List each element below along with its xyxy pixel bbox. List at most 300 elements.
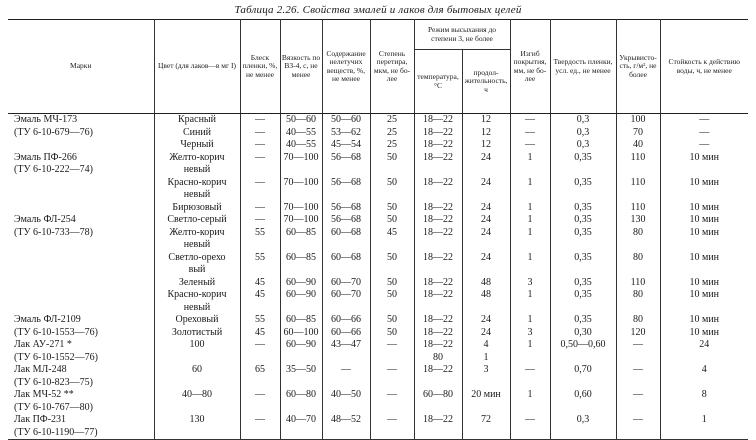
cell-temperature: 18—22: [414, 177, 462, 190]
cell-bend: 1: [510, 252, 550, 265]
cell-temperature: 18—22: [414, 214, 462, 227]
cell-viscosity: [280, 402, 322, 415]
cell-temperature: [414, 164, 462, 177]
header-color: Цвет (для лаков—в мг I): [154, 20, 240, 114]
cell-hardness: 0,35: [550, 277, 616, 290]
cell-marka: [8, 177, 154, 190]
cell-hardness: [550, 427, 616, 440]
cell-grind: 50: [370, 289, 414, 302]
cell-hardness: [550, 164, 616, 177]
cell-temperature: 18—22: [414, 364, 462, 377]
cell-duration: 12: [462, 139, 510, 152]
cell-temperature: [414, 402, 462, 415]
cell-grind: 50: [370, 327, 414, 340]
cell-water-resistance: [660, 377, 748, 390]
cell-gloss: [240, 427, 280, 440]
cell-bend: —: [510, 114, 550, 127]
cell-covering: [616, 352, 660, 365]
cell-gloss: [240, 377, 280, 390]
cell-viscosity: [280, 264, 322, 277]
cell-marka: [8, 302, 154, 315]
table-row: [8, 264, 748, 277]
cell-grind: 45: [370, 227, 414, 240]
table-row: [8, 177, 748, 190]
cell-temperature: 18—22: [414, 277, 462, 290]
header-bend: Изгиб покрытия, мм, не более: [510, 20, 550, 114]
cell-covering: 130: [616, 214, 660, 227]
header-marka: Марки: [8, 20, 154, 114]
cell-covering: [616, 377, 660, 390]
cell-grind: [370, 189, 414, 202]
cell-water-resistance: [660, 352, 748, 365]
header-drying-mode: Режим высыхания до степени 3, не более: [414, 20, 510, 50]
cell-temperature: [414, 189, 462, 202]
cell-hardness: 0,3: [550, 139, 616, 152]
table-header: [8, 20, 748, 114]
cell-covering: 110: [616, 202, 660, 215]
cell-covering: [616, 164, 660, 177]
cell-water-resistance: [660, 402, 748, 415]
cell-bend: 1: [510, 202, 550, 215]
cell-gloss: —: [240, 152, 280, 165]
cell-viscosity: 40—55: [280, 127, 322, 140]
header-viscosity: Вязкость по ВЗ-4, с, не менее: [280, 20, 322, 114]
cell-hardness: 0,70: [550, 364, 616, 377]
cell-duration: 72: [462, 414, 510, 427]
cell-covering: 110: [616, 277, 660, 290]
cell-bend: 1: [510, 314, 550, 327]
cell-viscosity: [280, 239, 322, 252]
cell-hardness: 0,3: [550, 114, 616, 127]
cell-bend: —: [510, 139, 550, 152]
cell-covering: 110: [616, 177, 660, 190]
cell-temperature: 18—22: [414, 289, 462, 302]
properties-table: [8, 19, 748, 440]
cell-gloss: 45: [240, 277, 280, 290]
cell-temperature: 18—22: [414, 114, 462, 127]
cell-nonvolatile: 56—68: [322, 202, 370, 215]
cell-viscosity: 70—100: [280, 202, 322, 215]
cell-color: Желто-корич: [154, 227, 240, 240]
cell-gloss: —: [240, 114, 280, 127]
cell-viscosity: 60—90: [280, 289, 322, 302]
cell-temperature: [414, 264, 462, 277]
cell-gloss: —: [240, 214, 280, 227]
cell-hardness: 0,35: [550, 152, 616, 165]
cell-hardness: 0,3: [550, 414, 616, 427]
cell-nonvolatile: [322, 264, 370, 277]
cell-water-resistance: —: [660, 127, 748, 140]
cell-bend: 1: [510, 227, 550, 240]
table-row: [8, 389, 748, 402]
cell-covering: —: [616, 339, 660, 352]
cell-bend: —: [510, 414, 550, 427]
cell-duration: 12: [462, 114, 510, 127]
cell-color: [154, 427, 240, 440]
cell-water-resistance: 10 мин: [660, 314, 748, 327]
cell-color: [154, 352, 240, 365]
cell-covering: 120: [616, 327, 660, 340]
cell-bend: 1: [510, 389, 550, 402]
cell-grind: [370, 264, 414, 277]
cell-nonvolatile: 60—66: [322, 327, 370, 340]
cell-nonvolatile: [322, 302, 370, 315]
cell-bend: 1: [510, 177, 550, 190]
cell-marka: [8, 264, 154, 277]
cell-color: Красно-корич: [154, 289, 240, 302]
header-grind: Степень перетира, мкм, не более: [370, 20, 414, 114]
cell-duration: 1: [462, 352, 510, 365]
cell-color: Зеленый: [154, 277, 240, 290]
cell-nonvolatile: [322, 239, 370, 252]
cell-duration: 4: [462, 339, 510, 352]
cell-marka: [8, 239, 154, 252]
cell-marka: Лак ПФ-231: [8, 414, 154, 427]
cell-hardness: 0,35: [550, 252, 616, 265]
cell-temperature: 18—22: [414, 139, 462, 152]
cell-bend: [510, 352, 550, 365]
cell-gloss: —: [240, 389, 280, 402]
table-row: [8, 427, 748, 440]
header-water-resistance: Стойкость к действию воды, ч, не менее: [660, 20, 748, 114]
cell-hardness: 0,35: [550, 227, 616, 240]
cell-water-resistance: 8: [660, 389, 748, 402]
cell-covering: [616, 402, 660, 415]
cell-duration: [462, 239, 510, 252]
cell-bend: 1: [510, 214, 550, 227]
cell-temperature: 18—22: [414, 327, 462, 340]
cell-covering: 80: [616, 289, 660, 302]
cell-marka: Лак АУ-271 *: [8, 339, 154, 352]
cell-nonvolatile: 60—68: [322, 252, 370, 265]
cell-duration: 24: [462, 227, 510, 240]
cell-viscosity: [280, 427, 322, 440]
cell-viscosity: 50—60: [280, 114, 322, 127]
cell-grind: 25: [370, 127, 414, 140]
cell-covering: 80: [616, 227, 660, 240]
cell-duration: [462, 427, 510, 440]
cell-color: Желто-корич: [154, 152, 240, 165]
cell-color: Золотистый: [154, 327, 240, 340]
cell-water-resistance: 10 мин: [660, 214, 748, 227]
cell-duration: 24: [462, 202, 510, 215]
cell-gloss: [240, 239, 280, 252]
cell-grind: —: [370, 339, 414, 352]
cell-viscosity: [280, 377, 322, 390]
cell-bend: [510, 264, 550, 277]
cell-viscosity: 70—100: [280, 214, 322, 227]
cell-covering: 110: [616, 152, 660, 165]
cell-grind: [370, 377, 414, 390]
cell-color: Черный: [154, 139, 240, 152]
cell-color: невый: [154, 302, 240, 315]
cell-bend: 3: [510, 327, 550, 340]
cell-marka: [8, 189, 154, 202]
cell-temperature: 18—22: [414, 414, 462, 427]
cell-temperature: [414, 427, 462, 440]
cell-marka: Лак МЛ-248: [8, 364, 154, 377]
cell-temperature: [414, 377, 462, 390]
cell-gloss: —: [240, 177, 280, 190]
cell-marka: (ТУ 6-10-1553—76): [8, 327, 154, 340]
cell-hardness: 0,50—0,60: [550, 339, 616, 352]
cell-marka: Эмаль ПФ-266: [8, 152, 154, 165]
cell-gloss: —: [240, 202, 280, 215]
cell-covering: —: [616, 364, 660, 377]
header-temperature: температура, °С: [414, 50, 462, 114]
cell-color: Ореховый: [154, 314, 240, 327]
cell-bend: [510, 239, 550, 252]
cell-nonvolatile: 48—52: [322, 414, 370, 427]
cell-color: Бирюзовый: [154, 202, 240, 215]
cell-viscosity: [280, 189, 322, 202]
table-body: [8, 114, 748, 440]
cell-viscosity: 40—70: [280, 414, 322, 427]
table-row: [8, 114, 748, 127]
cell-color: 60: [154, 364, 240, 377]
cell-viscosity: 35—50: [280, 364, 322, 377]
cell-covering: 40: [616, 139, 660, 152]
cell-nonvolatile: 56—68: [322, 214, 370, 227]
cell-bend: [510, 302, 550, 315]
cell-nonvolatile: [322, 377, 370, 390]
cell-nonvolatile: [322, 189, 370, 202]
cell-gloss: —: [240, 414, 280, 427]
cell-gloss: 45: [240, 327, 280, 340]
cell-marka: (ТУ 6-10-733—78): [8, 227, 154, 240]
cell-water-resistance: [660, 239, 748, 252]
cell-duration: [462, 264, 510, 277]
cell-temperature: 60—80: [414, 389, 462, 402]
header-duration: продолжительность, ч: [462, 50, 510, 114]
cell-duration: 24: [462, 314, 510, 327]
cell-duration: 24: [462, 252, 510, 265]
cell-covering: 80: [616, 252, 660, 265]
table-row: [8, 402, 748, 415]
cell-bend: —: [510, 127, 550, 140]
cell-temperature: 18—22: [414, 127, 462, 140]
table-row: [8, 164, 748, 177]
cell-covering: [616, 427, 660, 440]
cell-duration: 3: [462, 364, 510, 377]
cell-gloss: [240, 352, 280, 365]
cell-water-resistance: 10 мин: [660, 327, 748, 340]
cell-gloss: 55: [240, 252, 280, 265]
cell-water-resistance: 10 мин: [660, 277, 748, 290]
cell-temperature: 18—22: [414, 339, 462, 352]
cell-grind: —: [370, 414, 414, 427]
cell-nonvolatile: 60—68: [322, 227, 370, 240]
table-row: [8, 277, 748, 290]
cell-duration: [462, 302, 510, 315]
cell-hardness: 0,35: [550, 177, 616, 190]
cell-water-resistance: 10 мин: [660, 289, 748, 302]
cell-marka: (ТУ 6-10-1190—77): [8, 427, 154, 440]
cell-color: 100: [154, 339, 240, 352]
cell-grind: 50: [370, 252, 414, 265]
cell-marka: Лак МЧ-52 **: [8, 389, 154, 402]
cell-viscosity: 70—100: [280, 177, 322, 190]
cell-nonvolatile: 40—50: [322, 389, 370, 402]
table-row: [8, 302, 748, 315]
cell-water-resistance: 10 мин: [660, 177, 748, 190]
cell-gloss: 55: [240, 314, 280, 327]
cell-duration: 24: [462, 177, 510, 190]
cell-viscosity: 60—90: [280, 277, 322, 290]
cell-gloss: [240, 302, 280, 315]
cell-hardness: [550, 352, 616, 365]
cell-duration: [462, 164, 510, 177]
cell-duration: 12: [462, 127, 510, 140]
cell-viscosity: 60—90: [280, 339, 322, 352]
cell-grind: —: [370, 389, 414, 402]
cell-hardness: 0,60: [550, 389, 616, 402]
cell-duration: [462, 402, 510, 415]
cell-gloss: 55: [240, 227, 280, 240]
cell-color: [154, 402, 240, 415]
cell-water-resistance: [660, 164, 748, 177]
cell-grind: [370, 302, 414, 315]
cell-grind: 50: [370, 214, 414, 227]
cell-bend: —: [510, 364, 550, 377]
header-gloss: Блеск пленки, %, не менее: [240, 20, 280, 114]
table-row: [8, 377, 748, 390]
cell-viscosity: 60—100: [280, 327, 322, 340]
cell-nonvolatile: [322, 164, 370, 177]
cell-temperature: [414, 239, 462, 252]
cell-hardness: 0,3: [550, 127, 616, 140]
table-row: [8, 339, 748, 352]
cell-gloss: [240, 189, 280, 202]
cell-water-resistance: [660, 264, 748, 277]
cell-grind: 50: [370, 152, 414, 165]
cell-grind: [370, 427, 414, 440]
cell-gloss: 65: [240, 364, 280, 377]
cell-duration: 48: [462, 277, 510, 290]
cell-duration: 24: [462, 152, 510, 165]
cell-bend: 1: [510, 152, 550, 165]
header-covering: Укрывистость, г/м², не более: [616, 20, 660, 114]
cell-marka: [8, 202, 154, 215]
cell-covering: —: [616, 389, 660, 402]
cell-temperature: 18—22: [414, 314, 462, 327]
cell-nonvolatile: 50—60: [322, 114, 370, 127]
cell-color: 130: [154, 414, 240, 427]
cell-bend: [510, 377, 550, 390]
cell-hardness: [550, 239, 616, 252]
cell-marka: Эмаль ФЛ-2109: [8, 314, 154, 327]
cell-duration: 24: [462, 214, 510, 227]
cell-color: Красно-корич: [154, 177, 240, 190]
cell-covering: 100: [616, 114, 660, 127]
cell-color: 40—80: [154, 389, 240, 402]
table-row: [8, 139, 748, 152]
cell-nonvolatile: 43—47: [322, 339, 370, 352]
cell-covering: [616, 264, 660, 277]
cell-grind: 50: [370, 177, 414, 190]
cell-grind: 50: [370, 202, 414, 215]
cell-nonvolatile: 60—70: [322, 289, 370, 302]
cell-marka: [8, 289, 154, 302]
cell-bend: [510, 189, 550, 202]
cell-covering: [616, 302, 660, 315]
table-row: [8, 252, 748, 265]
cell-temperature: 18—22: [414, 227, 462, 240]
cell-hardness: 0,35: [550, 289, 616, 302]
cell-covering: 80: [616, 314, 660, 327]
cell-nonvolatile: 53—62: [322, 127, 370, 140]
cell-nonvolatile: 56—68: [322, 152, 370, 165]
cell-hardness: 0,35: [550, 314, 616, 327]
cell-covering: [616, 239, 660, 252]
cell-grind: 50: [370, 277, 414, 290]
cell-grind: [370, 164, 414, 177]
cell-duration: 24: [462, 327, 510, 340]
cell-nonvolatile: 60—70: [322, 277, 370, 290]
cell-hardness: [550, 189, 616, 202]
cell-hardness: 0,35: [550, 214, 616, 227]
cell-bend: 1: [510, 289, 550, 302]
cell-nonvolatile: [322, 427, 370, 440]
cell-color: вый: [154, 264, 240, 277]
cell-duration: [462, 189, 510, 202]
cell-water-resistance: 10 мин: [660, 202, 748, 215]
cell-grind: 50: [370, 314, 414, 327]
cell-water-resistance: 4: [660, 364, 748, 377]
cell-marka: [8, 252, 154, 265]
cell-nonvolatile: [322, 402, 370, 415]
cell-water-resistance: [660, 427, 748, 440]
cell-duration: 20 мин: [462, 389, 510, 402]
cell-water-resistance: 24: [660, 339, 748, 352]
cell-grind: [370, 352, 414, 365]
cell-nonvolatile: 60—66: [322, 314, 370, 327]
cell-grind: 25: [370, 139, 414, 152]
cell-marka: Эмаль МЧ-173: [8, 114, 154, 127]
table-row: [8, 152, 748, 165]
table-row: [8, 227, 748, 240]
cell-viscosity: 60—85: [280, 227, 322, 240]
cell-water-resistance: 10 мин: [660, 252, 748, 265]
cell-bend: [510, 402, 550, 415]
cell-hardness: 0,35: [550, 202, 616, 215]
cell-water-resistance: 1: [660, 414, 748, 427]
table-row: [8, 189, 748, 202]
cell-grind: [370, 239, 414, 252]
cell-marka: Эмаль ФЛ-254: [8, 214, 154, 227]
cell-nonvolatile: —: [322, 364, 370, 377]
cell-water-resistance: —: [660, 139, 748, 152]
header-nonvolatile: Содержание нелетучих веществ, %, не менее: [322, 20, 370, 114]
cell-bend: 1: [510, 339, 550, 352]
cell-water-resistance: 10 мин: [660, 227, 748, 240]
cell-water-resistance: 10 мин: [660, 152, 748, 165]
cell-hardness: [550, 302, 616, 315]
cell-water-resistance: —: [660, 114, 748, 127]
header-hardness: Твердость пленки, усл. ед., не менее: [550, 20, 616, 114]
cell-viscosity: 70—100: [280, 152, 322, 165]
cell-viscosity: 60—80: [280, 389, 322, 402]
cell-gloss: —: [240, 139, 280, 152]
cell-hardness: [550, 377, 616, 390]
cell-marka: (ТУ 6-10-1552—76): [8, 352, 154, 365]
cell-color: [154, 377, 240, 390]
cell-color: невый: [154, 164, 240, 177]
cell-water-resistance: [660, 302, 748, 315]
cell-temperature: 18—22: [414, 202, 462, 215]
table-row: [8, 364, 748, 377]
cell-color: Светло-серый: [154, 214, 240, 227]
